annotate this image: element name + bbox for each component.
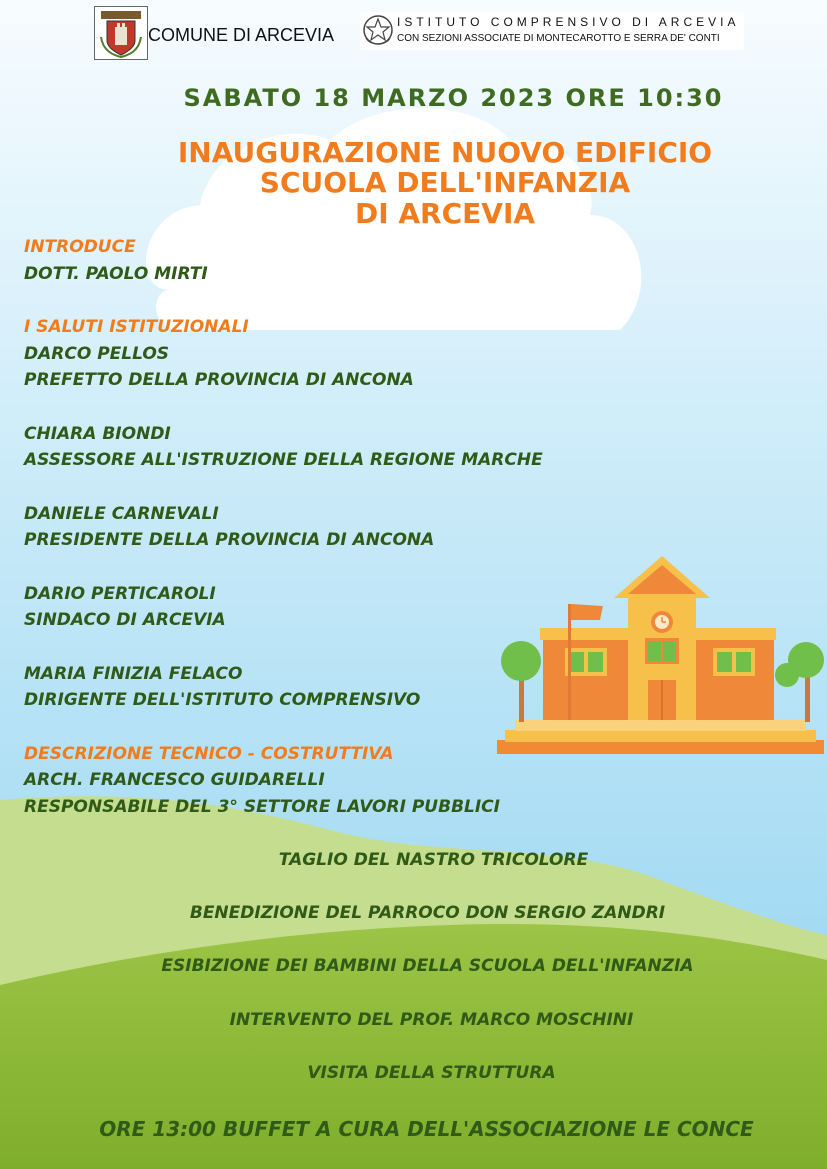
event-intervento: INTERVENTO DEL PROF. MARCO MOSCHINI	[229, 1010, 634, 1030]
event-buffet: ORE 13:00 BUFFET A CURA DELL'ASSOCIAZIONE LE CONCE	[99, 1117, 754, 1141]
comune-logo	[94, 6, 148, 60]
speaker-name: DARCO PELLOS	[24, 344, 170, 364]
comune-crest-icon	[95, 7, 147, 59]
speaker-role: DIRIGENTE DELL'ISTITUTO COMPRENSIVO	[24, 690, 421, 710]
speaker-name: MARIA FINIZIA FELACO	[24, 664, 243, 684]
event-date: SABATO 18 MARZO 2023 ORE 10:30	[183, 84, 724, 112]
speaker-name: CHIARA BIONDI	[24, 424, 171, 444]
title-line2: SCUOLA DELL'INFANZIA	[259, 166, 631, 199]
speaker-role: SINDACO DI ARCEVIA	[24, 610, 226, 630]
istituto-line1: ISTITUTO COMPRENSIVO DI ARCEVIA	[397, 15, 740, 29]
repubblica-emblem-icon	[362, 14, 394, 48]
speaker-role: PREFETTO DELLA PROVINCIA DI ANCONA	[24, 370, 414, 390]
event-visita: VISITA DELLA STRUTTURA	[307, 1063, 556, 1083]
title-line3: DI ARCEVIA	[354, 197, 536, 230]
istituto-line2: CON SEZIONI ASSOCIATE DI MONTECAROTTO E SERRA DE' CONTI	[397, 33, 720, 44]
introduce-name: DOTT. PAOLO MIRTI	[24, 264, 208, 284]
speaker-role: ASSESSORE ALL'ISTRUZIONE DELLA REGIONE MARCHE	[24, 450, 543, 470]
event-taglio: TAGLIO DEL NASTRO TRICOLORE	[278, 850, 589, 870]
istituto-box	[360, 12, 744, 50]
tecnica-role: RESPONSABILE DEL 3° SETTORE LAVORI PUBBLICI	[24, 797, 500, 817]
introduce-label: INTRODUCE	[24, 237, 136, 257]
event-esibizione: ESIBIZIONE DEI BAMBINI DELLA SCUOLA DELL'INFANZIA	[161, 956, 694, 976]
speaker-name: DARIO PERTICAROLI	[24, 584, 216, 604]
speaker-role: PRESIDENTE DELLA PROVINCIA DI ANCONA	[24, 530, 435, 550]
title-line1: INAUGURAZIONE NUOVO EDIFICIO	[177, 136, 713, 169]
saluti-label: I SALUTI ISTITUZIONALI	[24, 317, 249, 337]
tecnica-label: DESCRIZIONE TECNICO - COSTRUTTIVA	[24, 744, 394, 764]
tecnica-name: ARCH. FRANCESCO GUIDARELLI	[24, 770, 325, 790]
event-benedizione: BENEDIZIONE DEL PARROCO DON SERGIO ZANDRI	[189, 903, 666, 923]
comune-label: COMUNE DI ARCEVIA	[148, 25, 335, 45]
speaker-name: DANIELE CARNEVALI	[24, 504, 219, 524]
